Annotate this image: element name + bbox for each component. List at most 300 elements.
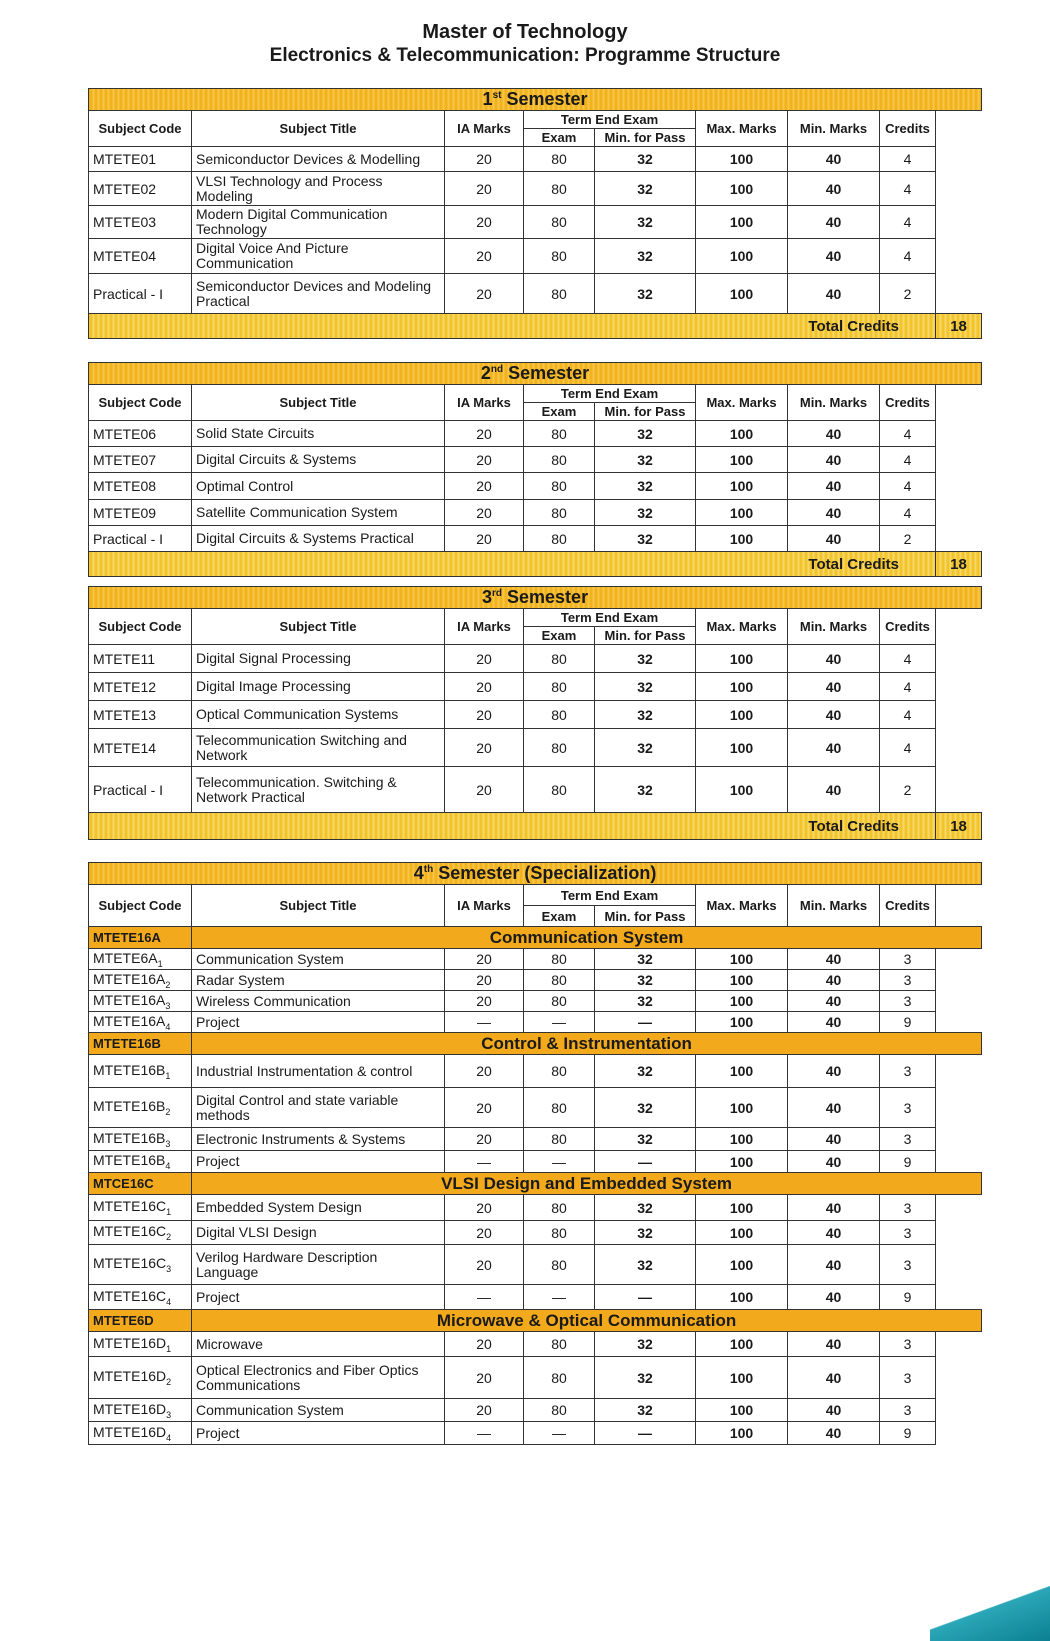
exam-marks: 80 [524,473,595,500]
subject-code-text: MTETE09 [93,504,157,521]
min-for-pass: 32 [595,473,696,500]
subject-title: Satellite Communication System [192,500,445,526]
min-marks: 40 [788,500,880,526]
min-for-pass: 32 [595,421,696,447]
ia-marks: 20 [445,701,524,729]
min-marks: 40 [788,949,880,970]
col-credits: Credits [880,385,936,421]
subject-code [89,701,192,729]
subject-code-index: 1 [157,958,163,969]
min-for-pass: 32 [595,206,696,239]
exam-marks: — [524,1151,595,1173]
subject-code [89,421,192,447]
table-row [89,473,982,500]
subject-code [89,729,192,767]
max-marks: 100 [696,991,788,1012]
specialization-row [89,1310,982,1332]
specialization-name: Microwave & Optical Communication [192,1310,982,1332]
col-max-marks: Max. Marks [696,385,788,421]
subject-title: Digital Voice And Picture Communication [192,239,445,274]
min-marks: 40 [788,1151,880,1173]
subject-code-index: 2 [166,1231,172,1242]
col-subject-code: Subject Code [89,385,192,421]
col-max-marks: Max. Marks [696,885,788,927]
col-ia-marks: IA Marks [445,111,524,147]
specialization-code: MTETE6D [89,1310,192,1332]
min-for-pass: — [595,1012,696,1033]
credits: 3 [880,1055,936,1088]
exam-marks: — [524,1285,595,1310]
exam-marks: 80 [524,645,595,673]
total-credits-label: Total Credits [89,813,936,840]
subject-code-index: 2 [165,979,171,990]
min-marks: 40 [788,1012,880,1033]
ia-marks: 20 [445,1195,524,1221]
max-marks: 100 [696,1195,788,1221]
table-row [89,1195,982,1221]
subject-code [89,147,192,172]
table-row [89,1012,982,1033]
min-for-pass: — [595,1422,696,1445]
table-row [89,673,982,701]
table-row [89,1245,982,1285]
exam-marks: 80 [524,447,595,473]
col-subject-code: Subject Code [89,111,192,147]
table-row [89,1332,982,1357]
min-for-pass: 32 [595,1128,696,1151]
exam-marks: 80 [524,949,595,970]
ia-marks: 20 [445,1055,524,1088]
subject-code-text: MTETE16B [93,1098,166,1115]
credits: 4 [880,172,936,206]
max-marks: 100 [696,500,788,526]
min-for-pass: 32 [595,1245,696,1285]
subject-code-text: MTETE16C [93,1255,167,1272]
semester-label: Semester (Specialization) [438,863,657,883]
ia-marks: 20 [445,421,524,447]
semester-title [89,863,982,885]
credits: 4 [880,645,936,673]
col-term-end-exam: Term End Exam [524,385,696,403]
col-credits: Credits [880,609,936,645]
subject-title: Semiconductor Devices and Modeling Practical [192,274,445,314]
ia-marks: 20 [445,767,524,813]
col-exam: Exam [524,627,595,645]
col-min-for-pass: Min. for Pass [595,403,696,421]
col-exam: Exam [524,403,595,421]
col-term-end-exam: Term End Exam [524,609,696,627]
credits: 3 [880,1357,936,1399]
col-subject-title: Subject Title [192,385,445,421]
credits: 3 [880,1245,936,1285]
min-for-pass: 32 [595,239,696,274]
min-for-pass: 32 [595,500,696,526]
semester-title [89,363,982,385]
min-for-pass: 32 [595,1195,696,1221]
credits: 4 [880,673,936,701]
credits: 2 [880,274,936,314]
subject-title: Project [192,1151,445,1173]
max-marks: 100 [696,1055,788,1088]
page-header [0,20,1050,68]
table-row [89,239,982,274]
col-min-marks: Min. Marks [788,609,880,645]
subject-title: Digital Circuits & Systems [192,447,445,473]
semester-table-sem2 [88,362,982,577]
min-marks: 40 [788,673,880,701]
min-for-pass: 32 [595,1399,696,1422]
semester-title [89,89,982,111]
min-for-pass: 32 [595,1088,696,1128]
col-subject-code: Subject Code [89,609,192,645]
credits: 4 [880,500,936,526]
exam-marks: 80 [524,239,595,274]
table-row [89,447,982,473]
min-for-pass: 32 [595,447,696,473]
subject-code-text: MTETE16A [93,970,166,987]
ia-marks: 20 [445,673,524,701]
specialization-code: MTETE16B [89,1033,192,1055]
table-row [89,172,982,206]
subject-code [89,239,192,274]
table-row [89,206,982,239]
semester-band [89,863,982,885]
table-row [89,729,982,767]
min-marks: 40 [788,473,880,500]
table-row [89,1357,982,1399]
subject-code-text: MTETE13 [93,706,157,723]
subject-code [89,172,192,206]
subject-code-index: 2 [166,1376,172,1387]
min-marks: 40 [788,1195,880,1221]
subject-code-index: 2 [165,1106,171,1117]
total-credits-value: 18 [936,813,982,840]
specialization-row [89,1173,982,1195]
ia-marks: 20 [445,172,524,206]
subject-code-index: 3 [165,1000,171,1011]
subject-code [89,1422,192,1445]
col-min-for-pass: Min. for Pass [595,906,696,927]
max-marks: 100 [696,172,788,206]
min-marks: 40 [788,991,880,1012]
max-marks: 100 [696,1422,788,1445]
ia-marks: 20 [445,500,524,526]
subject-code [89,1195,192,1221]
specialization-code: MTETE16A [89,927,192,949]
credits: 4 [880,239,936,274]
max-marks: 100 [696,1128,788,1151]
subject-code-text: MTETE16C [93,1198,167,1215]
exam-marks: — [524,1012,595,1033]
min-marks: 40 [788,1332,880,1357]
semester-table-sem1 [88,88,982,339]
subject-title: Digital Signal Processing [192,645,445,673]
max-marks: 100 [696,147,788,172]
credits: 4 [880,729,936,767]
col-min-for-pass: Min. for Pass [595,129,696,147]
min-for-pass: 32 [595,991,696,1012]
specialization-row [89,927,982,949]
credits: 4 [880,447,936,473]
table-row [89,147,982,172]
col-max-marks: Max. Marks [696,609,788,645]
total-credits-row [89,314,982,339]
credits: 3 [880,1332,936,1357]
total-credits-label: Total Credits [89,314,936,339]
decorative-corner [930,1561,1050,1641]
col-subject-title: Subject Title [192,111,445,147]
ia-marks: 20 [445,1399,524,1422]
max-marks: 100 [696,1221,788,1245]
subject-code-text: MTETE16D [93,1368,167,1385]
min-for-pass: — [595,1285,696,1310]
table-row [89,274,982,314]
subject-code-index: 4 [165,1021,171,1032]
subject-title: Microwave [192,1332,445,1357]
exam-marks: 80 [524,991,595,1012]
specialization-row [89,1033,982,1055]
max-marks: 100 [696,1357,788,1399]
col-subject-title: Subject Title [192,885,445,927]
semester-label: Semester [507,587,589,607]
max-marks: 100 [696,645,788,673]
subject-code-text: MTETE16C [93,1287,167,1304]
subject-title: Electronic Instruments & Systems [192,1128,445,1151]
min-marks: 40 [788,701,880,729]
table-row [89,1422,982,1445]
subject-code-text: MTETE16B [93,1129,166,1146]
table-row [89,991,982,1012]
subject-code-index: 3 [165,1138,171,1149]
semester-ordinal: rd [492,588,502,599]
min-for-pass: 32 [595,1221,696,1245]
max-marks: 100 [696,239,788,274]
total-credits-value: 18 [936,552,982,577]
exam-marks: 80 [524,1195,595,1221]
subject-code [89,1245,192,1285]
credits: 9 [880,1012,936,1033]
subject-code [89,1128,192,1151]
specialization-code: MTCE16C [89,1173,192,1195]
subject-title: Modern Digital Communication Technology [192,206,445,239]
subject-code [89,473,192,500]
ia-marks: 20 [445,526,524,552]
semester-number: 3 [481,587,492,607]
max-marks: 100 [696,274,788,314]
ia-marks: — [445,1151,524,1173]
min-marks: 40 [788,1422,880,1445]
semester-label: Semester [508,363,590,383]
ia-marks: 20 [445,1332,524,1357]
subject-code-text: MTETE6A [93,949,158,966]
min-marks: 40 [788,1128,880,1151]
semester-table-sem3 [88,586,982,840]
total-credits-label: Total Credits [89,552,936,577]
subject-code [89,206,192,239]
subject-code [89,1088,192,1128]
exam-marks: 80 [524,172,595,206]
subject-code [89,970,192,991]
subject-title: Optical Electronics and Fiber Optics Communications [192,1357,445,1399]
min-marks: 40 [788,421,880,447]
max-marks: 100 [696,206,788,239]
subject-code-text: MTETE16C [93,1223,167,1240]
semester-band [89,363,982,385]
subject-title: Telecommunication. Switching & Network Practical [192,767,445,813]
min-for-pass: 32 [595,645,696,673]
semester-ordinal: th [423,864,434,875]
ia-marks: 20 [445,473,524,500]
subject-title: Industrial Instrumentation & control [192,1055,445,1088]
col-exam: Exam [524,129,595,147]
exam-marks: 80 [524,421,595,447]
max-marks: 100 [696,1332,788,1357]
min-for-pass: 32 [595,729,696,767]
min-marks: 40 [788,172,880,206]
ia-marks: 20 [445,447,524,473]
exam-marks: 80 [524,1128,595,1151]
exam-marks: — [524,1422,595,1445]
credits: 4 [880,206,936,239]
subject-title: Embedded System Design [192,1195,445,1221]
credits: 3 [880,1195,936,1221]
ia-marks: 20 [445,239,524,274]
table-row [89,421,982,447]
exam-marks: 80 [524,729,595,767]
col-ia-marks: IA Marks [445,885,524,927]
min-marks: 40 [788,1055,880,1088]
subject-code [89,500,192,526]
exam-marks: 80 [524,274,595,314]
min-for-pass: 32 [595,1357,696,1399]
specialization-name: VLSI Design and Embedded System [192,1173,982,1195]
col-ia-marks: IA Marks [445,385,524,421]
max-marks: 100 [696,526,788,552]
subject-code [89,991,192,1012]
subject-code-text: MTETE16D [93,1334,167,1351]
subject-code [89,1012,192,1033]
exam-marks: 80 [524,970,595,991]
subject-code [89,1357,192,1399]
table-row [89,767,982,813]
exam-marks: 80 [524,1357,595,1399]
subject-title: Communication System [192,949,445,970]
subject-title: Project [192,1012,445,1033]
exam-marks: 80 [524,147,595,172]
subject-code-text: MTETE16D [93,1400,167,1417]
credits: 2 [880,767,936,813]
subject-title: Optimal Control [192,473,445,500]
subject-code-index: 1 [166,1343,172,1354]
semester-label: Semester [506,89,588,109]
max-marks: 100 [696,1399,788,1422]
subject-code [89,1332,192,1357]
subject-code [89,1285,192,1310]
max-marks: 100 [696,1245,788,1285]
ia-marks: 20 [445,729,524,767]
credits: 4 [880,421,936,447]
semester-ordinal: st [492,90,502,101]
exam-marks: 80 [524,526,595,552]
table-row [89,1221,982,1245]
page-subtitle: Electronics & Telecommunication: Programme Structure [269,45,781,66]
subject-title: Digital VLSI Design [192,1221,445,1245]
total-credits-row [89,813,982,840]
ia-marks: 20 [445,949,524,970]
exam-marks: 80 [524,767,595,813]
ia-marks: — [445,1012,524,1033]
max-marks: 100 [696,1088,788,1128]
max-marks: 100 [696,1285,788,1310]
specialization-name: Communication System [192,927,982,949]
exam-marks: 80 [524,1055,595,1088]
ia-marks: 20 [445,645,524,673]
max-marks: 100 [696,949,788,970]
subject-code-index: 3 [166,1263,172,1274]
min-marks: 40 [788,1221,880,1245]
min-marks: 40 [788,447,880,473]
max-marks: 100 [696,767,788,813]
exam-marks: 80 [524,1332,595,1357]
subject-code-text: MTETE16D [93,1423,167,1440]
min-for-pass: 32 [595,701,696,729]
table-row [89,1088,982,1128]
column-header-row [89,885,982,906]
credits: 3 [880,1221,936,1245]
min-marks: 40 [788,239,880,274]
subject-title: Telecommunication Switching and Network [192,729,445,767]
subject-code [89,673,192,701]
min-marks: 40 [788,1285,880,1310]
subject-code-index: 4 [165,1160,171,1171]
col-min-marks: Min. Marks [788,385,880,421]
subject-title: VLSI Technology and Process Modeling [192,172,445,206]
max-marks: 100 [696,473,788,500]
min-for-pass: 32 [595,1055,696,1088]
ia-marks: 20 [445,206,524,239]
credits: 3 [880,1088,936,1128]
subject-code-index: 1 [166,1206,172,1217]
subject-code-text: MTETE07 [93,451,157,468]
col-ia-marks: IA Marks [445,609,524,645]
column-header-row [89,111,982,129]
min-for-pass: 32 [595,274,696,314]
min-for-pass: 32 [595,949,696,970]
max-marks: 100 [696,701,788,729]
table-row [89,949,982,970]
subject-code-text: Practical - I [93,530,164,547]
col-term-end-exam: Term End Exam [524,111,696,129]
subject-code-text: Practical - I [93,285,164,302]
credits: 4 [880,473,936,500]
table-row [89,500,982,526]
ia-marks: 20 [445,1357,524,1399]
subject-code [89,767,192,813]
subject-code-index: 4 [166,1296,172,1307]
subject-title: Radar System [192,970,445,991]
min-marks: 40 [788,767,880,813]
subject-code-text: MTETE14 [93,739,157,756]
subject-code-text: MTETE08 [93,478,157,494]
exam-marks: 80 [524,206,595,239]
subject-code [89,526,192,552]
ia-marks: 20 [445,991,524,1012]
subject-code-text: MTETE04 [93,248,157,264]
ia-marks: 20 [445,274,524,314]
subject-title: Communication System [192,1399,445,1422]
subject-code-text: MTETE16B [93,1152,166,1169]
exam-marks: 80 [524,673,595,701]
